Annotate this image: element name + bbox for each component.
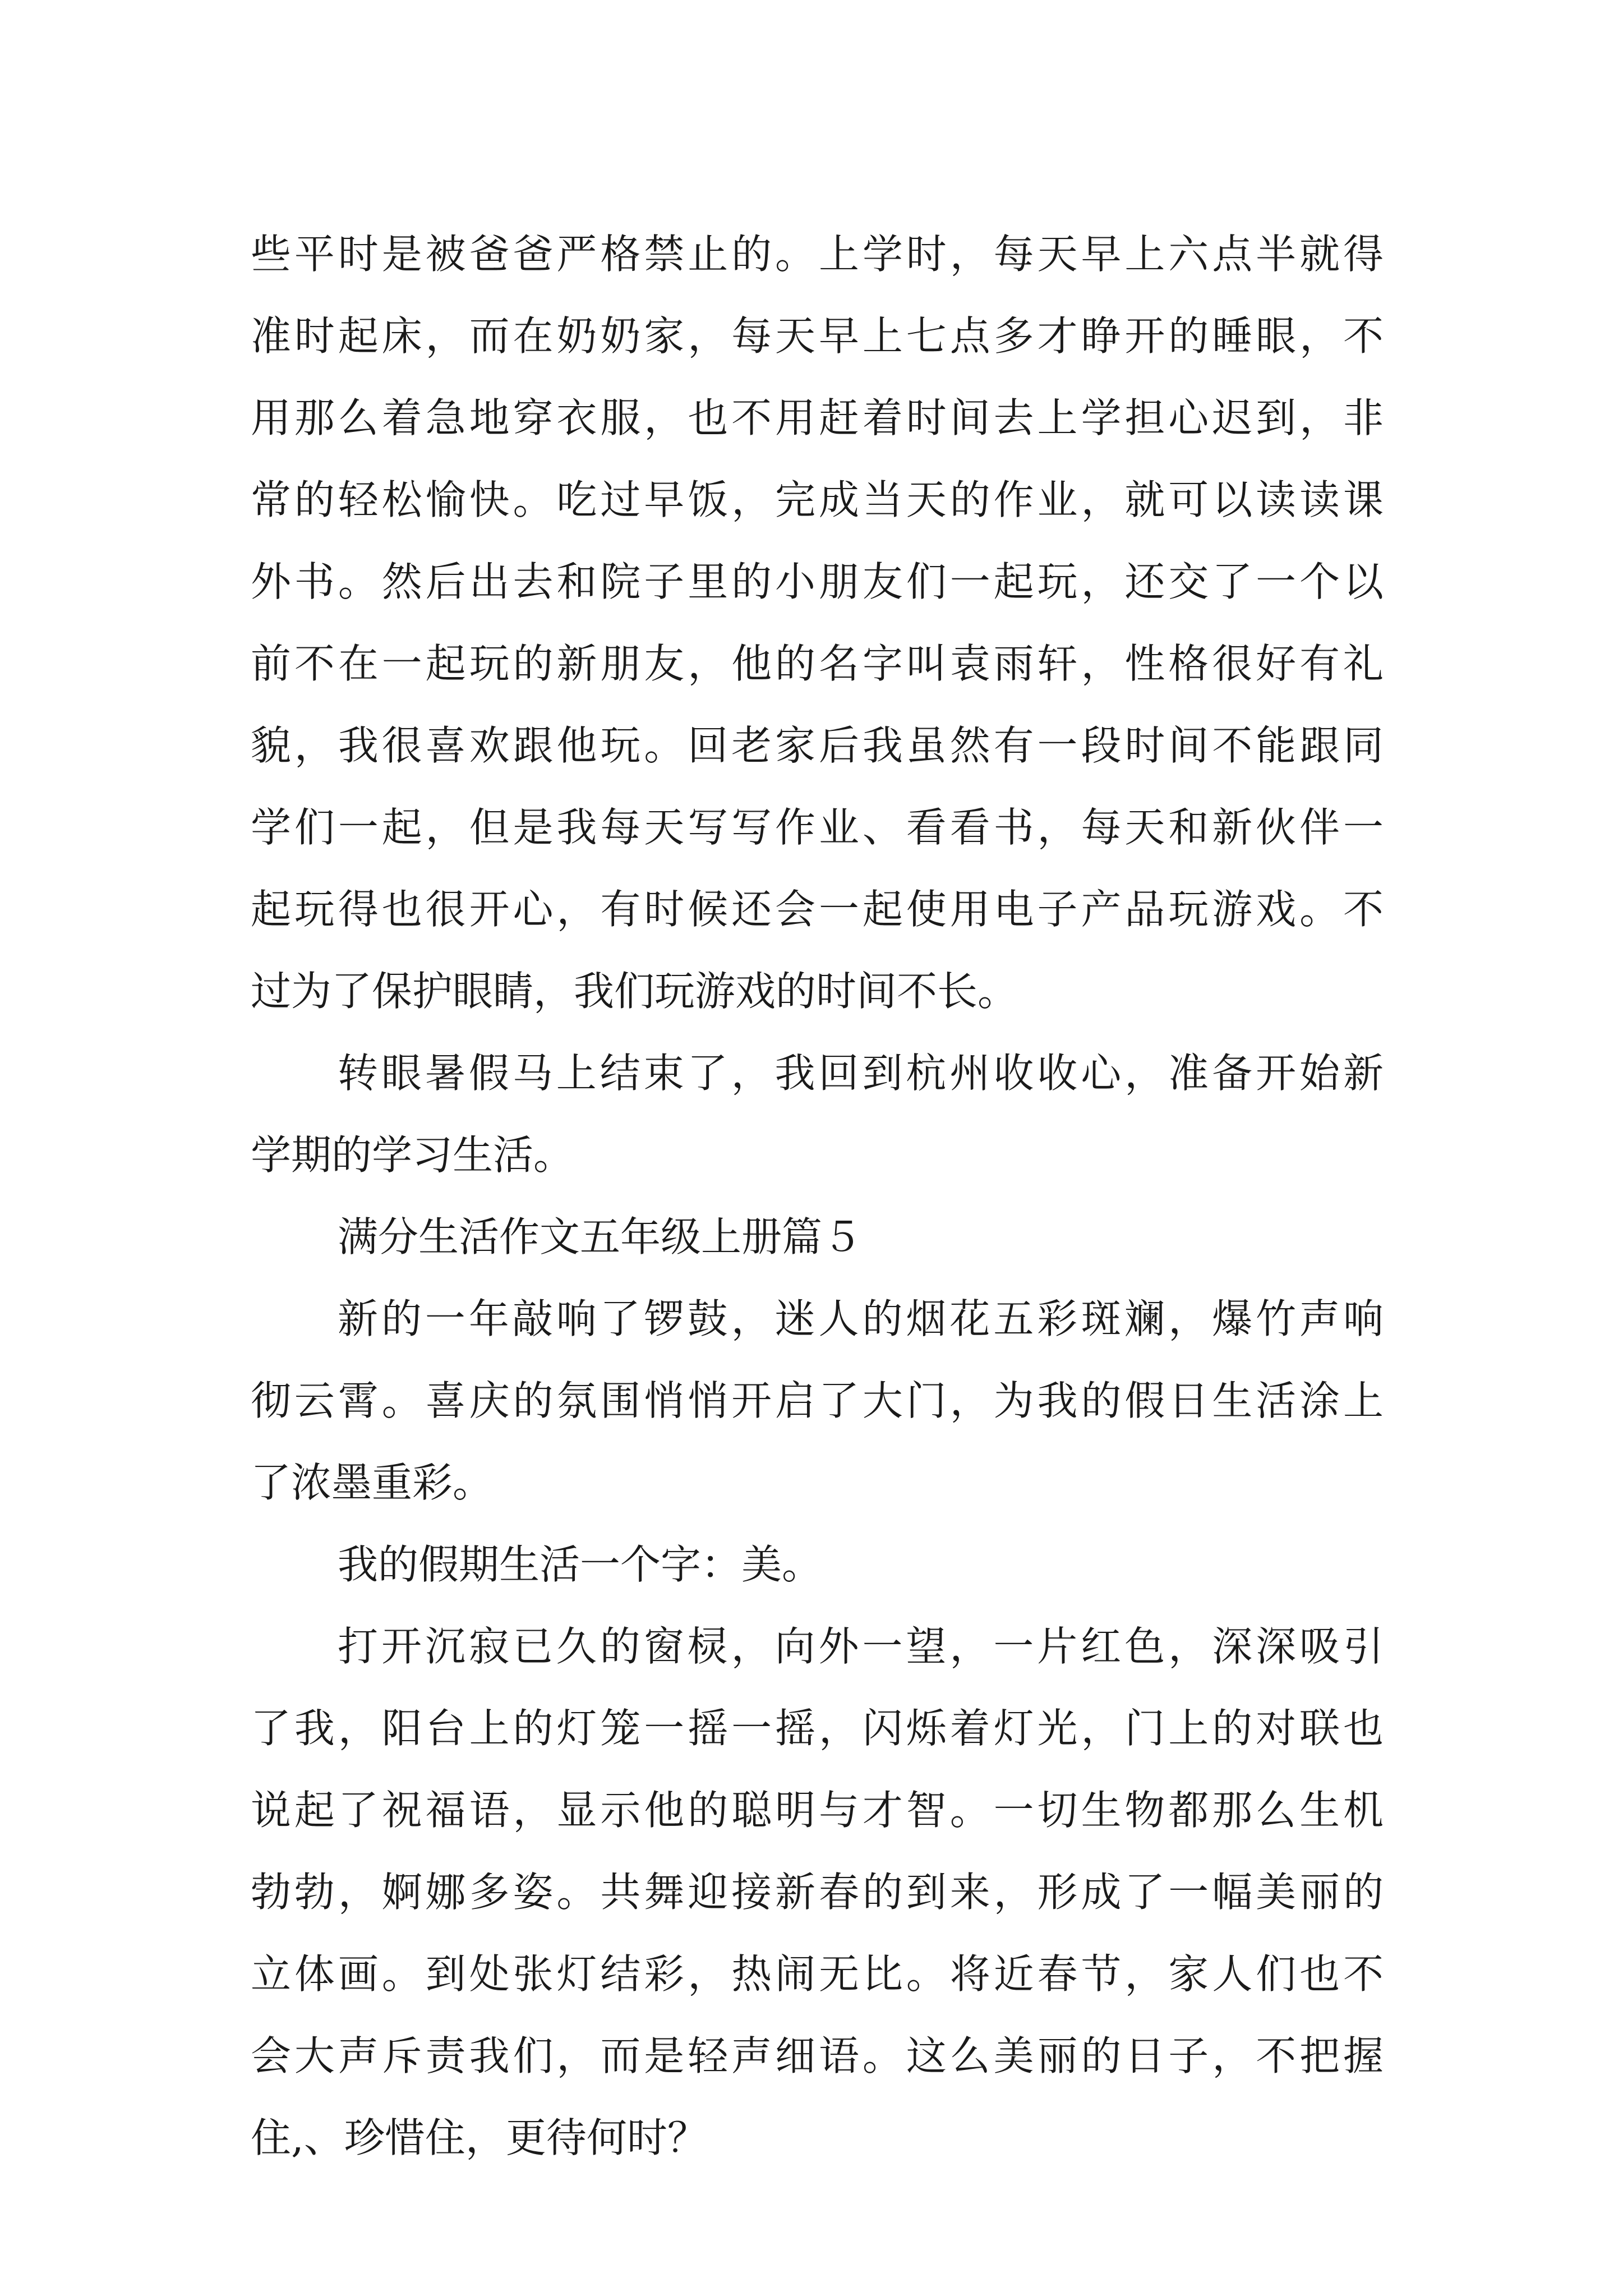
text-line: 转眼暑假马上结束了，我回到杭州收收心，准备开始新	[338, 1050, 1384, 1097]
text-line: 貌，我很喜欢跟他玩。回老家后我虽然有一段时间不能跟同	[251, 722, 1384, 769]
text-line: 起玩得也很开心，有时候还会一起使用电子产品玩游戏。不	[251, 886, 1384, 933]
text-line: 会大声斥责我们，而是轻声细语。这么美丽的日子，不把握	[251, 2032, 1384, 2079]
text-line: 学们一起，但是我每天写写作业、看看书，每天和新伙伴一	[251, 804, 1384, 851]
text-line: 些平时是被爸爸严格禁止的。上学时，每天早上六点半就得	[251, 231, 1384, 278]
text-line: 过为了保护眼睛，我们玩游戏的时间不长。	[251, 968, 1018, 1015]
text-line: 打开沉寂已久的窗棂，向外一望，一片红色，深深吸引	[338, 1623, 1384, 1670]
document-body	[251, 213, 1384, 2179]
text-line: 前不在一起玩的新朋友，他的名字叫袁雨轩，性格很好有礼	[251, 640, 1384, 687]
text-line: 勃勃，婀娜多姿。共舞迎接新春的到来，形成了一幅美丽的	[251, 1869, 1384, 1916]
text-line: 外书。然后出去和院子里的小朋友们一起玩，还交了一个以	[251, 558, 1384, 605]
text-line: 我的假期生活一个字：美。	[338, 1541, 823, 1588]
text-line: 住,、珍惜住，更待何时？	[251, 2114, 708, 2161]
text-line: 学期的学习生活。	[251, 1131, 574, 1179]
text-line: 了我，阳台上的灯笼一摇一摇，闪烁着灯光，门上的对联也	[251, 1705, 1384, 1752]
section-heading: 满分生活作文五年级上册篇５	[338, 1213, 863, 1260]
text-line: 准时起床，而在奶奶家，每天早上七点多才睁开的睡眼，不	[251, 312, 1384, 360]
text-line: 彻云霄。喜庆的氛围悄悄开启了大门，为我的假日生活涂上	[251, 1377, 1384, 1424]
text-line: 常的轻松愉快。吃过早饭，完成当天的作业，就可以读读课	[251, 476, 1384, 523]
text-line: 了浓墨重彩。	[251, 1459, 494, 1506]
text-line: 说起了祝福语，显示他的聪明与才智。一切生物都那么生机	[251, 1787, 1384, 1834]
text-line: 用那么着急地穿衣服，也不用赶着时间去上学担心迟到，非	[251, 394, 1384, 441]
text-line: 新的一年敲响了锣鼓，迷人的烟花五彩斑斓，爆竹声响	[338, 1295, 1384, 1342]
text-line: 立体画。到处张灯结彩，热闹无比。将近春节，家人们也不	[251, 1950, 1384, 1998]
